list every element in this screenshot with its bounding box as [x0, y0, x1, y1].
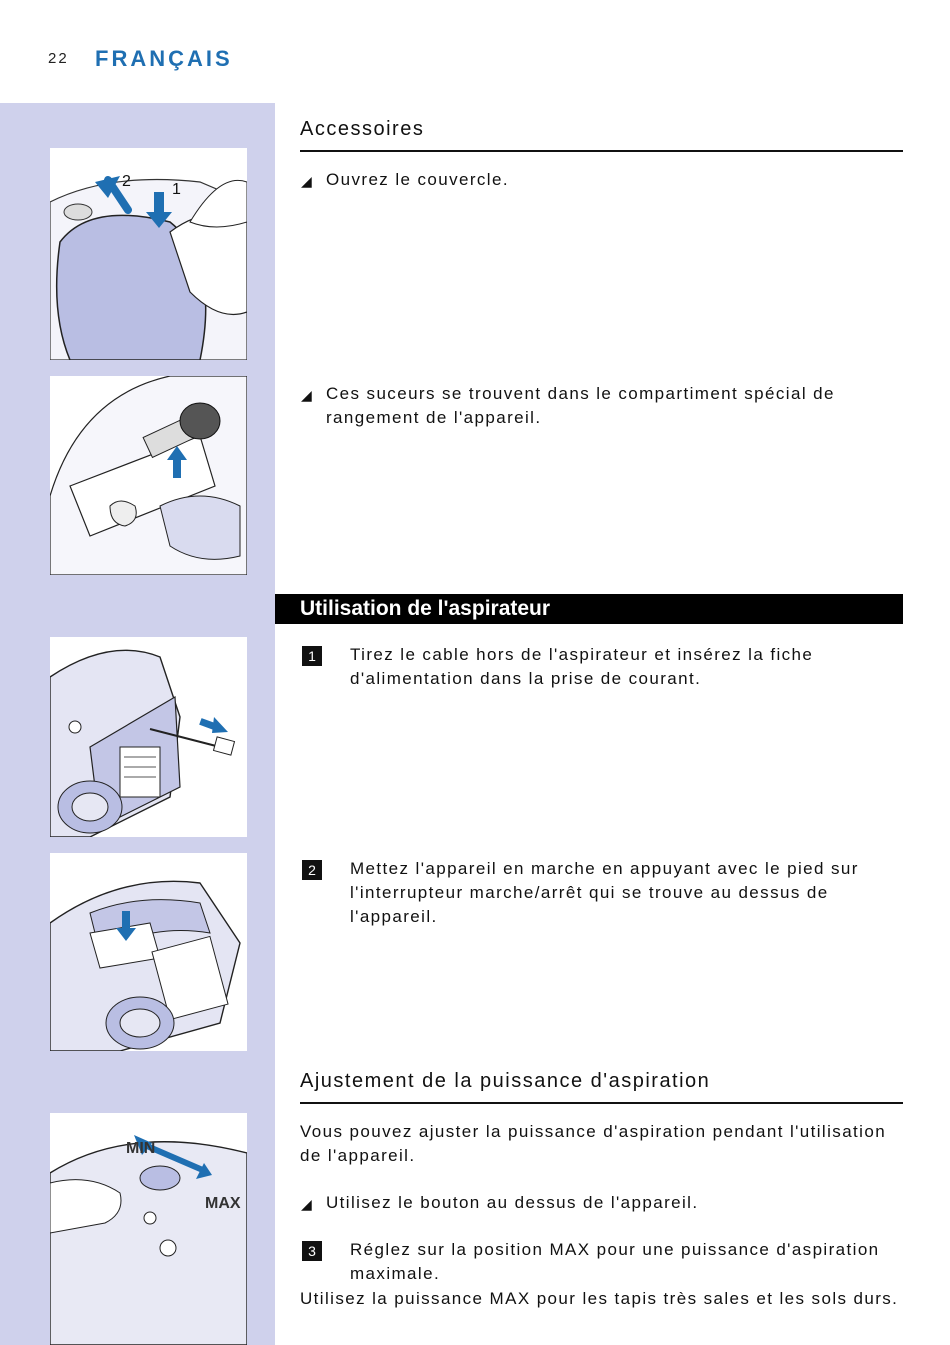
accessoires-bullet-2: Ces suceurs se trouvent dans le compartiment spécial de rangement de l'appareil.	[326, 384, 835, 427]
step-2-text: Mettez l'appareil en marche en appuyant avec le pied sur l'interrupteur marche/arrêt qui se trouve au dessus de l'appareil.	[350, 859, 859, 926]
bullet-icon: ◢	[301, 173, 312, 189]
step-number-3: 3	[302, 1241, 322, 1261]
illustration-storage-compartment	[50, 376, 247, 575]
bullet-icon: ◢	[301, 1196, 312, 1212]
step-1-text: Tirez le cable hors de l'aspirateur et insérez la fiche d'alimentation dans la prise de courant.	[350, 645, 814, 688]
step-3-text: Réglez sur la position MAX pour une puissance d'aspiration maximale.	[350, 1240, 880, 1283]
ajustement-bullet-1: Utilisez le bouton au dessus de l'appareil.	[326, 1193, 699, 1212]
section-title-utilisation: Utilisation de l'aspirateur	[300, 597, 551, 620]
margin-panel-left	[0, 103, 50, 1345]
margin-panel-top	[0, 103, 275, 148]
figure-label: 2	[122, 173, 131, 190]
illustration-open-lid	[50, 162, 247, 360]
step-number-1: 1	[302, 646, 322, 666]
section-rule	[300, 1102, 903, 1104]
margin-panel-right	[247, 103, 275, 1345]
bullet-icon: ◢	[301, 387, 312, 403]
illustration-foot-switch	[50, 853, 247, 1051]
page-number: 22	[48, 50, 69, 67]
panel-gap	[50, 360, 247, 376]
step-number-2: 2	[302, 860, 322, 880]
section-title-ajustement: Ajustement de la puissance d'aspiration	[300, 1070, 711, 1092]
section-title-accessoires: Accessoires	[300, 118, 425, 140]
ajustement-intro: Vous pouvez ajuster la puissance d'aspiration pendant l'utilisation de l'appareil.	[300, 1122, 887, 1165]
section-rule	[300, 150, 903, 152]
illustration-plug-cable	[50, 637, 247, 837]
figure-label-min: MIN	[126, 1140, 156, 1157]
panel-gap	[50, 837, 247, 853]
figure-label-max: MAX	[205, 1195, 241, 1212]
language-title: FRANÇAIS	[95, 46, 233, 71]
figure-label: 1	[172, 181, 181, 198]
illustration-power-knob	[50, 1113, 247, 1345]
accessoires-bullet-1: Ouvrez le couvercle.	[326, 170, 509, 189]
panel-gap	[50, 575, 247, 637]
panel-gap	[50, 1051, 247, 1113]
ajustement-note: Utilisez la puissance MAX pour les tapis très sales et les sols durs.	[300, 1289, 899, 1308]
